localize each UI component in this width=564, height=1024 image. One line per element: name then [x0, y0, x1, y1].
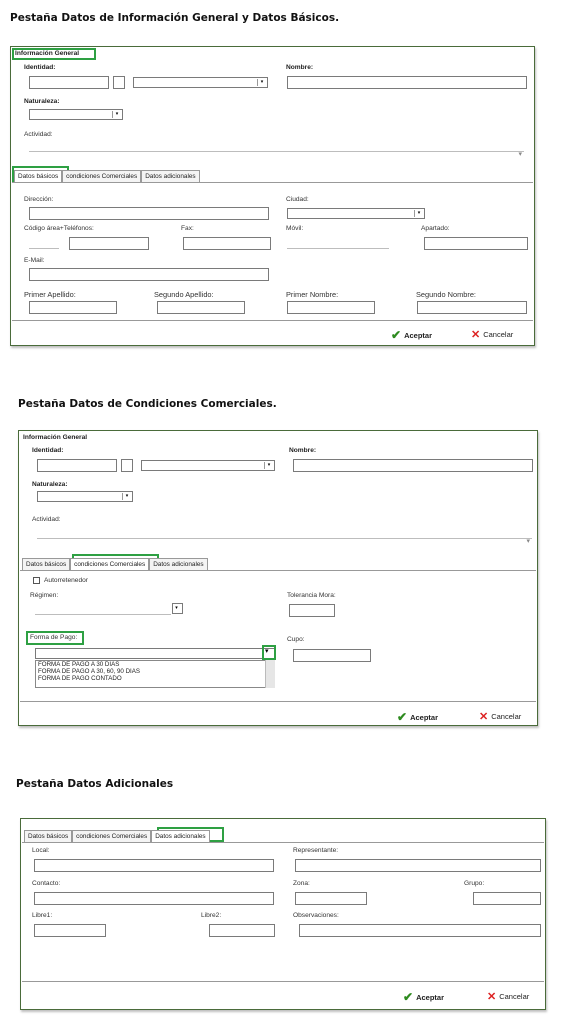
autorretenedor-checkbox[interactable]	[33, 577, 40, 584]
primer-nombre-input[interactable]	[287, 301, 375, 314]
naturaleza-select[interactable]	[37, 491, 133, 502]
regimen-dropdown-button[interactable]	[172, 603, 183, 614]
actividad-label: Actividad:	[24, 131, 53, 138]
segundo-apellido-input[interactable]	[157, 301, 245, 314]
footer-divider	[20, 701, 536, 702]
tab-condiciones-comerciales[interactable]: condiciones Comerciales	[62, 170, 141, 182]
identidad-label: Identidad:	[32, 447, 64, 454]
apartado-input[interactable]	[424, 237, 528, 250]
regimen-label: Régimen:	[30, 592, 59, 599]
tab-datos-adicionales[interactable]: Datos adicionales	[149, 558, 207, 570]
regimen-field[interactable]	[35, 614, 171, 615]
identidad-type-select[interactable]	[133, 77, 268, 88]
local-label: Local:	[32, 847, 50, 854]
chevron-down-icon: ▾	[526, 538, 530, 545]
observaciones-input[interactable]	[299, 924, 541, 937]
chevron-down-icon: ▾	[518, 151, 522, 158]
tab-datos-basicos[interactable]: Datos básicos	[22, 558, 70, 570]
identidad-dv-input[interactable]	[121, 459, 133, 472]
close-icon: ✕	[487, 991, 497, 1003]
section-title: Información General	[15, 50, 80, 57]
apartado-label: Apartado:	[421, 225, 450, 232]
tab-divider	[22, 842, 544, 843]
chevron-down-icon: ▾	[122, 493, 131, 500]
aceptar-label: Aceptar	[410, 712, 438, 722]
option-item[interactable]: FORMA DE PAGO A 30 DIAS	[38, 661, 120, 668]
tab-divider	[20, 570, 536, 571]
tab-datos-basicos[interactable]: Datos básicos	[14, 170, 62, 182]
heading-condiciones-comerciales: Pestaña Datos de Condiciones Comerciales.	[18, 398, 277, 410]
form-panel-comerciales	[18, 430, 538, 726]
identidad-dv-input[interactable]	[113, 76, 125, 89]
codigo-area-field[interactable]	[29, 248, 59, 249]
cancelar-button[interactable]	[479, 710, 521, 723]
chevron-down-icon: ▾	[264, 462, 273, 469]
tab-datos-basicos[interactable]: Datos básicos	[24, 830, 72, 842]
local-input[interactable]	[34, 859, 274, 872]
movil-field[interactable]	[287, 248, 389, 249]
heading-general-basicos: Pestaña Datos de Información General y Datos Básicos.	[10, 12, 340, 24]
aceptar-button[interactable]	[397, 710, 438, 724]
heading-datos-adicionales: Pestaña Datos Adicionales	[16, 778, 174, 790]
naturaleza-label: Naturaleza:	[24, 98, 60, 105]
cancelar-label: Cancelar	[483, 330, 514, 339]
cancelar-button[interactable]	[471, 328, 513, 341]
ciudad-label: Ciudad:	[286, 196, 309, 203]
actividad-field[interactable]	[29, 151, 524, 158]
close-icon: ✕	[471, 329, 481, 341]
identidad-label: Identidad:	[24, 64, 56, 71]
options-scrollbar[interactable]	[265, 660, 275, 688]
representante-label: Representante:	[293, 847, 339, 854]
contacto-input[interactable]	[34, 892, 274, 905]
email-label: E-Mail:	[24, 257, 45, 264]
identidad-input[interactable]	[37, 459, 117, 472]
identidad-type-select[interactable]	[141, 460, 275, 471]
chevron-down-icon[interactable]: ▾	[265, 648, 269, 655]
aceptar-label: Aceptar	[404, 330, 432, 340]
naturaleza-select[interactable]	[29, 109, 123, 120]
identidad-input[interactable]	[29, 76, 109, 89]
forma-pago-options[interactable]	[35, 660, 275, 688]
libre1-label: Libre1:	[32, 912, 53, 919]
cancelar-button[interactable]	[487, 990, 529, 1003]
forma-pago-label: Forma de Pago:	[30, 634, 78, 641]
telefonos-input[interactable]	[69, 237, 149, 250]
actividad-field[interactable]	[37, 538, 532, 545]
segundo-nombre-input[interactable]	[417, 301, 527, 314]
close-icon: ✕	[479, 711, 489, 723]
forma-pago-select[interactable]	[35, 648, 275, 659]
fax-label: Fax:	[181, 225, 194, 232]
fax-input[interactable]	[183, 237, 271, 250]
primer-apellido-label: Primer Apellido:	[24, 290, 76, 299]
autorretenedor-label: Autorretenedor	[44, 577, 88, 584]
grupo-label: Grupo:	[464, 880, 485, 887]
actividad-label: Actividad:	[32, 516, 61, 523]
nombre-input[interactable]	[293, 459, 533, 472]
segundo-apellido-label: Segundo Apellido:	[154, 290, 214, 299]
direccion-input[interactable]	[29, 207, 269, 220]
chevron-down-icon: ▾	[257, 79, 266, 86]
checkmark-icon: ✔	[397, 710, 408, 724]
checkmark-icon: ✔	[403, 990, 414, 1004]
primer-apellido-input[interactable]	[29, 301, 117, 314]
grupo-input[interactable]	[473, 892, 541, 905]
nombre-input[interactable]	[287, 76, 527, 89]
cancelar-label: Cancelar	[499, 992, 530, 1001]
tab-condiciones-comerciales[interactable]: condiciones Comerciales	[72, 830, 151, 842]
option-item[interactable]: FORMA DE PAGO CONTADO	[38, 675, 122, 682]
codigo-label: Código área+Teléfonos:	[24, 225, 94, 232]
chevron-down-icon: ▾	[414, 210, 423, 217]
tolerancia-label: Tolerancia Mora:	[287, 592, 336, 599]
cancelar-label: Cancelar	[491, 712, 522, 721]
tab-divider	[12, 182, 533, 183]
tab-bar	[22, 558, 208, 570]
tab-datos-adicionales[interactable]: Datos adicionales	[151, 830, 209, 842]
chevron-down-icon: ▾	[175, 605, 178, 611]
chevron-down-icon: ▾	[112, 111, 121, 118]
primer-nombre-label: Primer Nombre:	[286, 290, 339, 299]
libre1-input[interactable]	[34, 924, 106, 937]
cupo-input[interactable]	[293, 649, 371, 662]
cupo-label: Cupo:	[287, 636, 305, 643]
naturaleza-label: Naturaleza:	[32, 481, 68, 488]
observaciones-label: Observaciones:	[293, 912, 339, 919]
nombre-label: Nombre:	[286, 64, 314, 71]
ciudad-select[interactable]	[287, 208, 425, 219]
movil-label: Móvil:	[286, 225, 304, 232]
footer-divider	[12, 320, 533, 321]
nombre-label: Nombre:	[289, 447, 317, 454]
libre2-input[interactable]	[209, 924, 275, 937]
zona-input[interactable]	[295, 892, 367, 905]
tab-condiciones-comerciales[interactable]: condiciones Comerciales	[70, 558, 149, 570]
contacto-label: Contacto:	[32, 880, 61, 887]
form-panel-adicionales	[20, 818, 546, 1010]
aceptar-button[interactable]	[391, 328, 432, 342]
aceptar-button[interactable]	[403, 990, 444, 1004]
segundo-nombre-label: Segundo Nombre:	[416, 290, 476, 299]
option-item[interactable]: FORMA DE PAGO A 30, 60, 90 DIAS	[38, 668, 141, 675]
libre2-label: Libre2:	[201, 912, 222, 919]
tolerancia-input[interactable]	[289, 604, 335, 617]
representante-input[interactable]	[295, 859, 541, 872]
tab-bar	[24, 830, 210, 842]
email-input[interactable]	[29, 268, 269, 281]
tab-bar	[14, 170, 200, 182]
form-panel-basicos	[10, 46, 535, 346]
direccion-label: Dirección:	[24, 196, 54, 203]
zona-label: Zona:	[293, 880, 310, 887]
section-title: Información General	[23, 434, 88, 441]
tab-datos-adicionales[interactable]: Datos adicionales	[141, 170, 199, 182]
aceptar-label: Aceptar	[416, 992, 444, 1002]
footer-divider	[22, 981, 544, 982]
checkmark-icon: ✔	[391, 328, 402, 342]
